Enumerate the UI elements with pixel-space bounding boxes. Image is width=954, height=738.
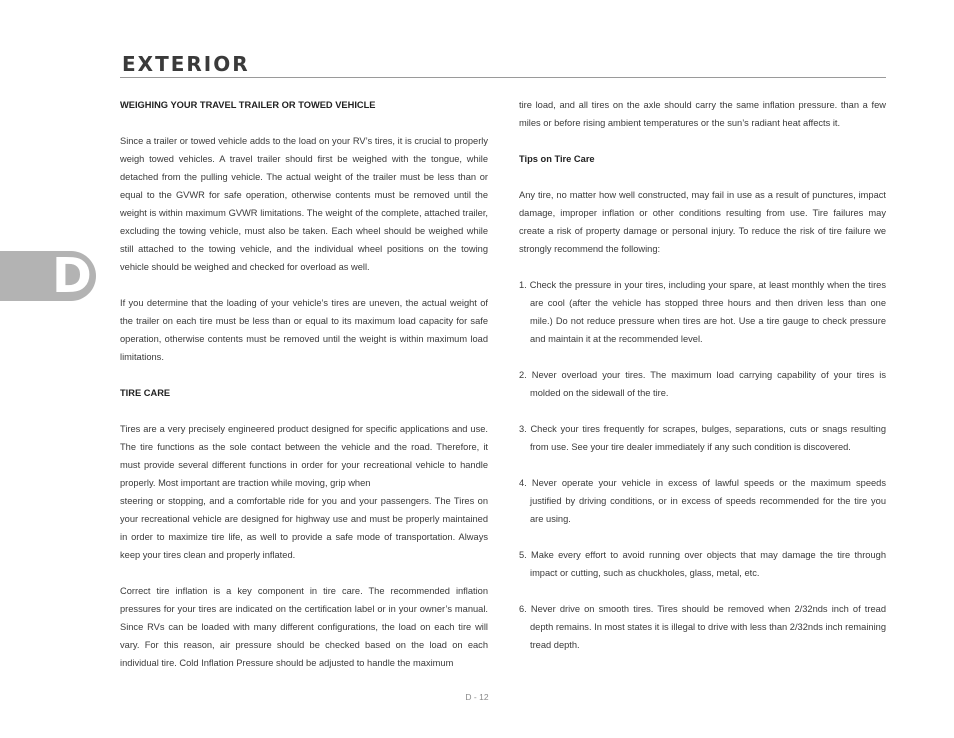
- tire-care-paragraph-1a: Tires are a very precisely engineered product designed for specific applications and use. The tire functions as the sole contact between the vehicle and the road. Therefore, it must provide several different functions in order for your recreational vehicle to handle properly. Most important are traction while moving, grip when: [120, 424, 488, 488]
- tire-care-paragraph-2: Correct tire inflation is a key component in tire care. The recommended inflation pressures for your tires are indicated on the certification label or in your owner’s manual. Since RVs can be loaded with many different configurations, the load on each tire will vary. For this reason, air pressure should be checked based on the load on each individual tire. Cold Inflation Pressure should be adjusted to handle the maximum: [120, 586, 488, 668]
- section-tab: [0, 251, 96, 301]
- continuation-paragraph: tire load, and all tires on the axle should carry the same inflation pressure. than a few miles or before rising ambient temperatures or the sun’s radiant heat affects it.: [519, 100, 886, 128]
- tip-item-2: 2. Never overload your tires. The maximum load carrying capability of your tires is molded on the sidewall of the tire.: [519, 370, 886, 398]
- weighing-paragraph-1: Since a trailer or towed vehicle adds to the load on your RV’s tires, it is crucial to properly weigh towed vehicles. A travel trailer should first be weighed with the tongue, while detached from the pulling vehicle. The actual weight of the trailer must be less than or equal to the GVWR for safe operation, otherwise contents must be removed until the weight is within maximum GVWR limitations. The weight of the complete, attached trailer, excluding the towing vehicle, must also be taken. Each wheel should be weighed while still attached to the towing vehicle, and the individual wheel positions on the towing vehicle should be weighed and checked for overload as well.: [120, 136, 488, 272]
- tips-intro: Any tire, no matter how well constructed, may fail in use as a result of punctures, impact damage, improper inflation or other conditions resulting from use. Tire failures may create a risk of property damage or personal injury. To reduce the risk of tire failure we strongly recommend the following:: [519, 190, 886, 254]
- page-title: EXTERIOR: [122, 52, 250, 76]
- tips-heading: Tips on Tire Care: [519, 154, 595, 164]
- weighing-heading: WEIGHING YOUR TRAVEL TRAILER OR TOWED VEHICLE: [120, 100, 376, 110]
- tire-care-paragraph-1b: steering or stopping, and a comfortable ride for you and your passengers. The Tires on your recreational vehicle are designed for highway use and must be properly maintained in order to maximize tire life, as well to provide a safe mode of transportation. Always keep your tires clean and properly inflated.: [120, 496, 488, 560]
- weighing-paragraph-2: If you determine that the loading of your vehicle’s tires are uneven, the actual weight of the trailer on each tire must be less than or equal to its maximum load capacity for safe operation, otherwise contents must be removed until the weight is within maximum load limitations.: [120, 298, 488, 362]
- right-column: [519, 96, 886, 654]
- tire-care-heading: TIRE CARE: [120, 388, 171, 398]
- tip-item-4: 4. Never operate your vehicle in excess of lawful speeds or the maximum speeds justified by driving conditions, or in excess of speeds recommended for the tire you are using.: [519, 478, 886, 524]
- left-column: [120, 96, 488, 672]
- tip-item-1: 1. Check the pressure in your tires, including your spare, at least monthly when the tires are cool (after the vehicle has stopped three hours and then driven less than one mile.) Do not reduce pressure when tires are hot. Use a tire gauge to check pressure and maintain it at the recommended level.: [519, 280, 886, 344]
- page-number: D - 12: [465, 692, 489, 702]
- tip-item-6: 6. Never drive on smooth tires. Tires should be removed when 2/32nds inch of tread depth remains. In most states it is illegal to drive with less than 2/32nds inch remaining tread depth.: [519, 604, 886, 650]
- section-tab-letter: D: [52, 251, 92, 301]
- header-divider: [120, 77, 886, 78]
- tip-item-5: 5. Make every effort to avoid running over objects that may damage the tire through impact or cutting, such as chuckholes, glass, metal, etc.: [519, 550, 886, 578]
- tip-item-3: 3. Check your tires frequently for scrapes, bulges, separations, cuts or snags resulting from use. See your tire dealer immediately if any such condition is discovered.: [519, 424, 886, 452]
